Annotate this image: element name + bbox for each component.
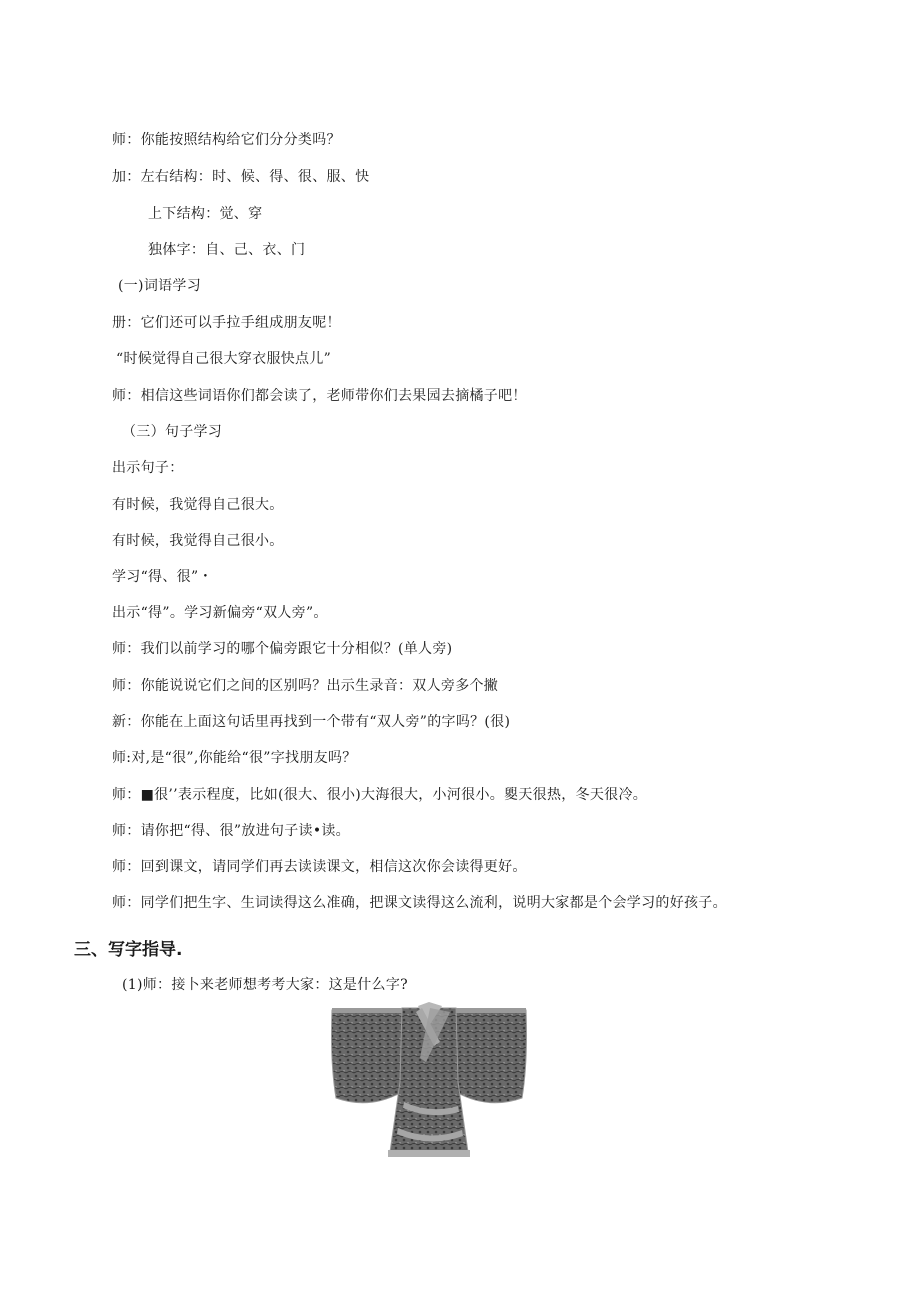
text-line-6: 册：它们还可以手拉手组成朋友呢！: [112, 315, 341, 331]
text-line-4: 独体字：自、己、衣、门: [148, 242, 306, 258]
text-line-19: 师：■很’’表示程度，比如(很大、很小)大海很大，小河很小。夓天很热，冬天很冷。: [112, 787, 648, 803]
text-line-12: 有时候，我觉得自己很小。: [112, 533, 284, 549]
text-line-1: 师：你能按照结构给它们分分类吗？: [112, 132, 341, 148]
text-line-8: 师：相信这些词语你们都会读了，老师带你们去果园去摘橘子吧！: [112, 388, 527, 404]
text-line-16: 师：你能说说它们之间的区别吗？出示生录音：双人旁多个撇: [112, 678, 499, 694]
text-line-question: (1)师：接卜来老师想考考大家：这是什么字?: [122, 977, 408, 993]
text-line-22: 师：同学们把生字、生词读得这么准确，把课文读得这么流利，说明大家都是个会学习的好孩子。: [112, 895, 727, 911]
text-line-2: 加：左右结构：时、候、得、很、服、快: [112, 169, 370, 185]
text-line-17: 新：你能在上面这句话里再找到一个带有“双人旁”的字吗？(很): [112, 714, 511, 730]
subsection-heading-3: （三）句子学习: [122, 424, 223, 440]
text-line-11: 有时候，我觉得自己很大。: [112, 497, 284, 513]
robe-image: [330, 1002, 528, 1162]
section-heading: 三、写字指导.: [74, 940, 183, 960]
text-line-20: 师：请你把“得、很”放进句子读•读。: [112, 823, 350, 839]
text-line-14: 出示“得”。学习新偏旁“双人旁”。: [112, 605, 328, 621]
subsection-heading-1: (一)词语学习: [118, 278, 202, 294]
text-line-18: 师:对,是“很”,你能给“很”字找朋友吗？: [112, 750, 357, 766]
text-line-13: 学习“得、很”・: [112, 569, 213, 585]
text-line-21: 师：回到课文，请同学们再去读读课文，相信这次你会读得更好。: [112, 859, 527, 875]
text-line-7: “时候觉得自己很大穿衣服快点儿”: [116, 351, 332, 367]
text-line-10: 出示句子：: [112, 460, 184, 476]
text-line-3: 上下结构：觉、穿: [148, 206, 263, 222]
text-line-15: 师：我们以前学习的哪个偏旁跟它十分相似？(单人旁): [112, 641, 453, 657]
